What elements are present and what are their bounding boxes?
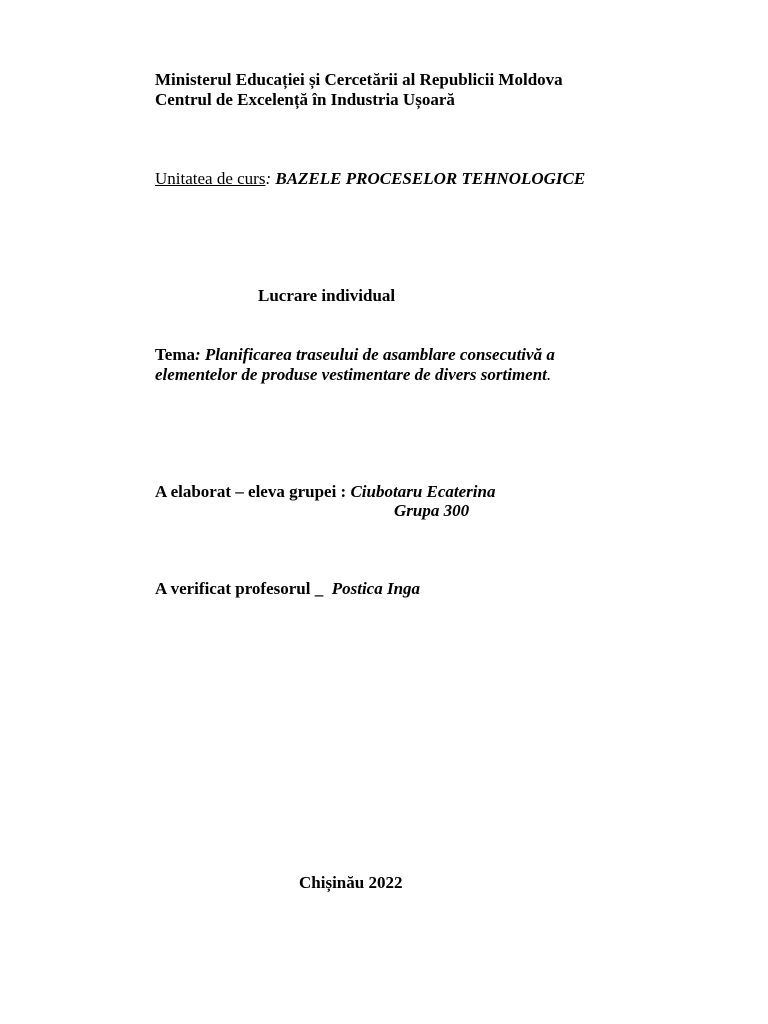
author-line bbox=[155, 481, 495, 502]
author-group: Grupa 300 bbox=[394, 501, 470, 520]
theme-line-1 bbox=[155, 344, 555, 365]
center-title: Centrul de Excelență în Industria Ușoară bbox=[155, 90, 455, 109]
city-year: Chișinău 2022 bbox=[299, 873, 403, 892]
theme-line-2 bbox=[155, 364, 551, 385]
work-type: Lucrare individual bbox=[258, 286, 396, 305]
course-separator: : bbox=[265, 169, 276, 188]
course-line bbox=[155, 168, 585, 189]
course-name: BAZELE PROCESELOR TEHNOLOGICE bbox=[275, 169, 586, 188]
author-label: A elaborat – eleva grupei : bbox=[155, 482, 351, 501]
theme-text-2: elementelor de produse vestimentare de divers sortiment bbox=[155, 365, 547, 384]
theme-label: Tema bbox=[155, 345, 195, 364]
verifier-label: A verificat profesorul _ bbox=[155, 579, 332, 598]
theme-text-1: Planificarea traseului de asamblare consecutivă a bbox=[204, 345, 555, 364]
ministry-title: Ministerul Educației și Cercetării al Republicii Moldova bbox=[155, 70, 563, 89]
author-name: Ciubotaru Ecaterina bbox=[350, 482, 496, 501]
course-label: Unitatea de curs bbox=[155, 169, 266, 188]
verifier-name: Postica Inga bbox=[331, 579, 421, 598]
theme-end: . bbox=[546, 365, 552, 384]
verifier-line bbox=[155, 578, 420, 599]
theme-separator: : bbox=[195, 345, 205, 364]
